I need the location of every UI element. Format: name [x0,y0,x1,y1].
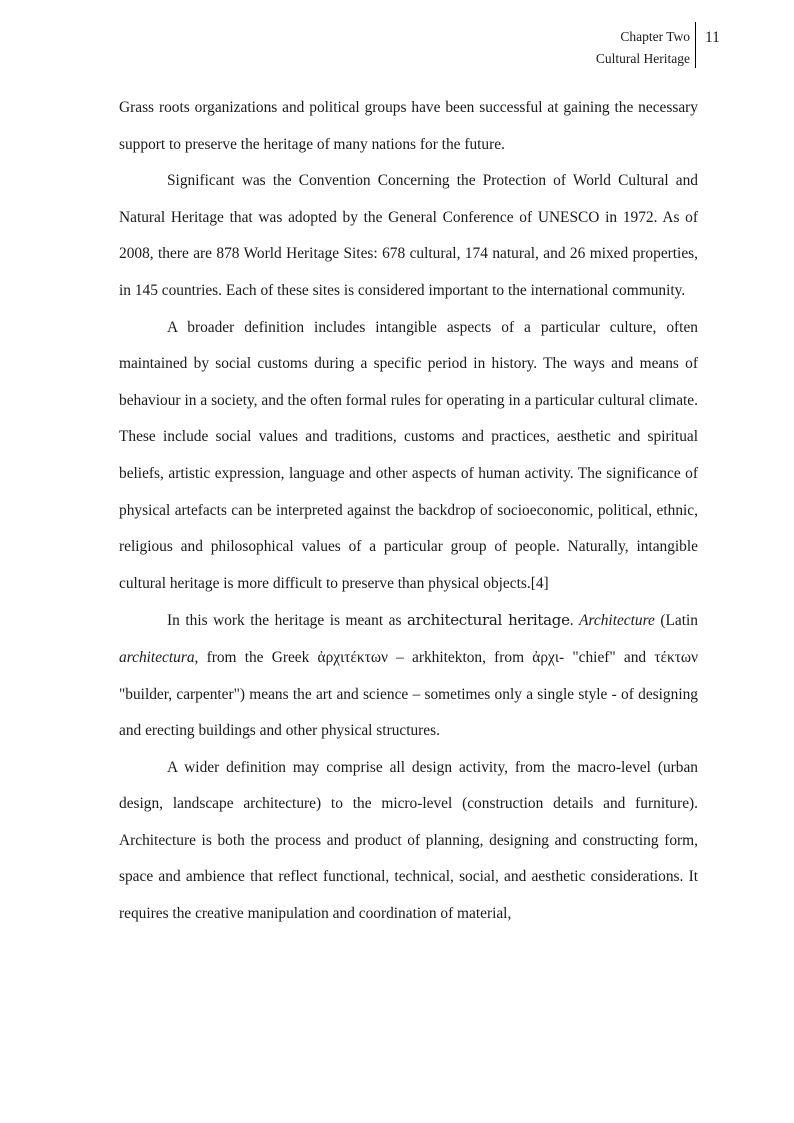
section-label: Cultural Heritage [595,51,690,66]
header-divider [695,22,696,68]
paragraph-1: Grass roots organizations and political groups have been successful at gaining the necessary support to preserve the heritage of many nations for the future. [119,99,698,153]
page-number: 11 [705,29,720,46]
architecture-term: Architecture [579,612,655,630]
paragraph-4-text-1: In this work the heritage is meant as [167,612,407,630]
architectura-term: architectura [119,648,195,666]
running-header [596,26,690,70]
architectural-heritage-term: architectural heritage [407,611,570,630]
paragraph-4 [119,602,698,749]
paragraph-4-text-4: , from the Greek ἀρχιτέκτων – arkhitekton, from ἀρχι- "chief" and τέκτων "builder, carpenter") means the art and science – sometimes only a single style - of designing and erecting buildings and other physical structures. [119,648,698,740]
chapter-label: Chapter Two [620,29,690,44]
paragraph-5: A wider definition may comprise all design activity, from the macro-level (urban design, landscape architecture) to the micro-level (construction details and furniture). Architecture is both the process and product of planning, designing and constructing form, space and ambience that reflect functional, technical, social, and aesthetic considerations. It requires the creative manipulation and coordination of material, [119,758,698,923]
paragraph-2: Significant was the Convention Concerning the Protection of World Cultural and Natural Heritage that was adopted by the General Conference of UNESCO in 1972. As of 2008, there are 878 World Heritage Sites: 678 cultural, 174 natural, and 26 mixed properties, in 145 countries. Each of these sites is considered important to the international community. [119,172,698,299]
paragraph-4-text-3: (Latin [654,612,698,630]
paragraph-4-text-2: . [569,612,580,630]
paragraph-3: A broader definition includes intangible aspects of a particular culture, often maintained by social customs during a specific period in history. The ways and means of behaviour in a society, and the often formal rules for operating in a particular cultural climate. These include social values and traditions, customs and practices, aesthetic and spiritual beliefs, artistic expression, language and other aspects of human activity. The significance of physical artefacts can be interpreted against the backdrop of socioeconomic, political, ethnic, religious and philosophical values of a particular group of people. Naturally, intangible cultural heritage is more difficult to preserve than physical objects.[4] [119,318,698,592]
body-text [119,90,698,933]
